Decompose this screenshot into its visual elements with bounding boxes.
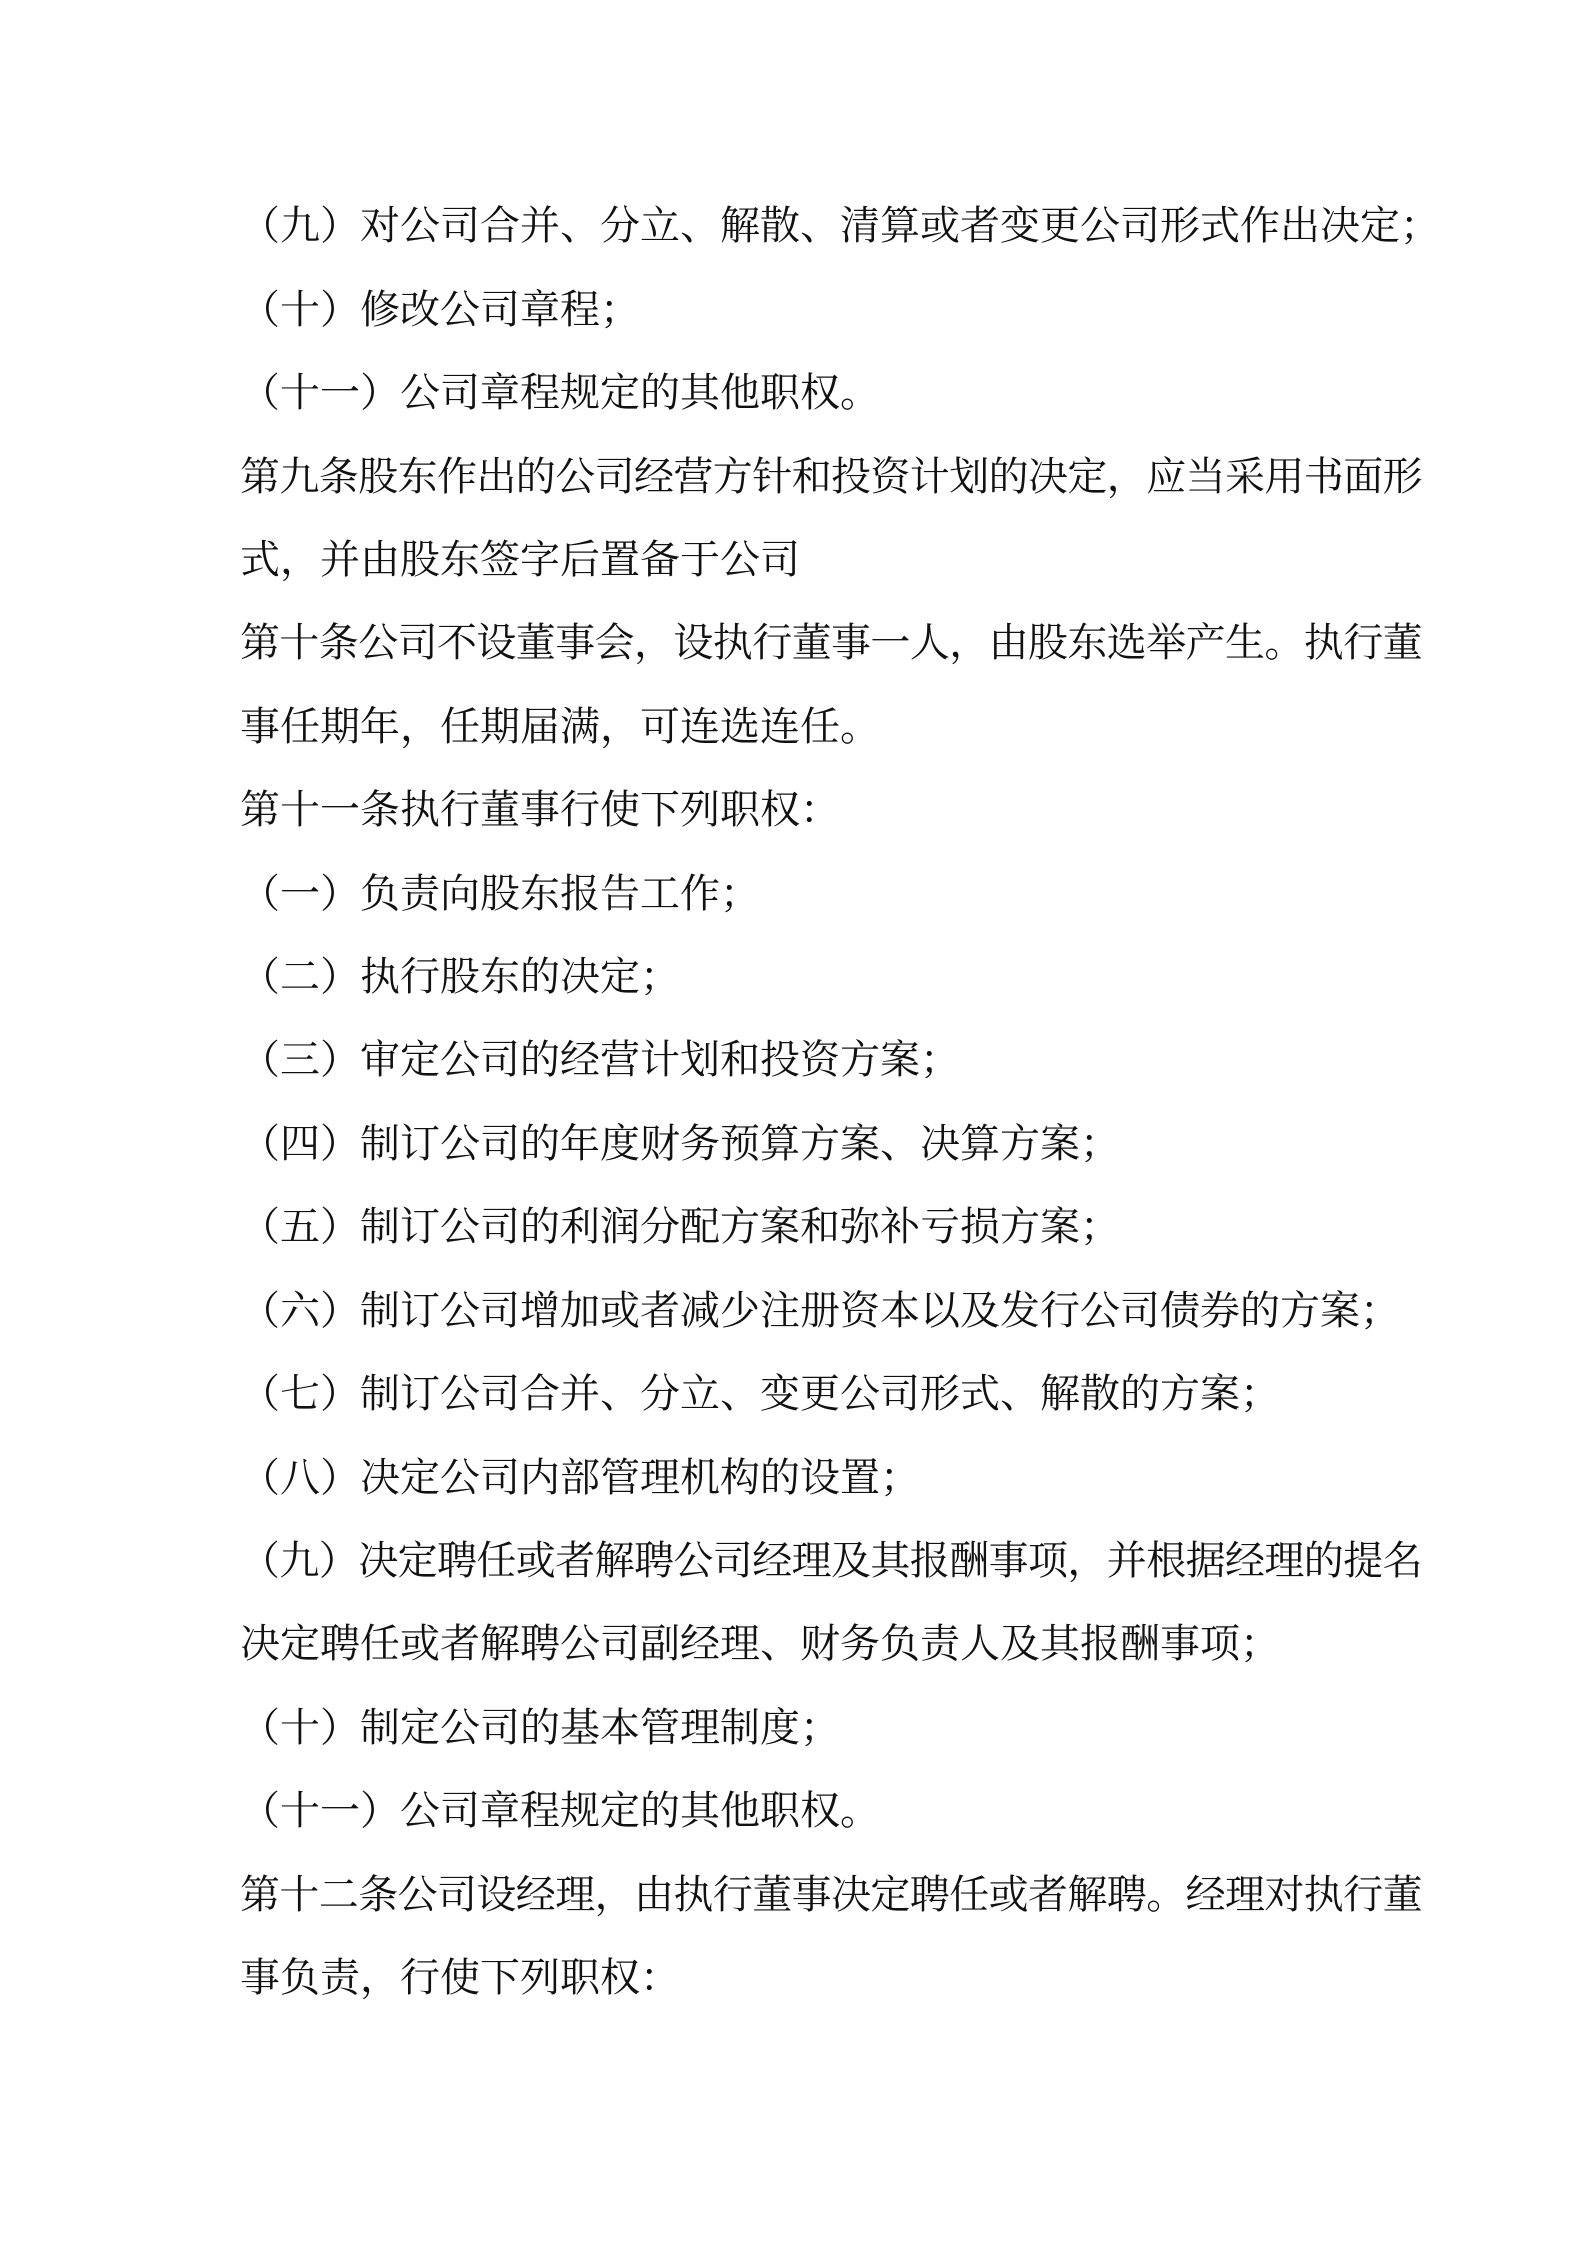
director-power-5: （五）制订公司的利润分配方案和弥补亏损方案； <box>240 1204 1120 1250</box>
director-power-8: （八）决定公司内部管理机构的设置； <box>240 1455 920 1501</box>
director-power-6: （六）制订公司增加或者减少注册资本以及发行公司债券的方案； <box>240 1288 1400 1334</box>
article-12-line-1: 第十二条公司设经理，由执行董事决定聘任或者解聘。经理对执行董 <box>240 1872 1422 1918</box>
article-10-line-1: 第十条公司不设董事会，设执行董事一人，由股东选举产生。执行董 <box>240 620 1422 666</box>
director-power-3: （三）审定公司的经营计划和投资方案； <box>240 1037 960 1083</box>
article-10-line-2: 事任期年，任期届满，可连选连任。 <box>240 704 880 750</box>
director-power-10: （十）制定公司的基本管理制度； <box>240 1705 840 1751</box>
item-9-merger-decision: （九）对公司合并、分立、解散、清算或者变更公司形式作出决定； <box>240 203 1440 249</box>
article-9-line-1: 第九条股东作出的公司经营方针和投资计划的决定，应当采用书面形 <box>240 454 1422 500</box>
director-power-9-line-1: （九）决定聘任或者解聘公司经理及其报酬事项，并根据经理的提名 <box>240 1538 1422 1584</box>
director-power-4: （四）制订公司的年度财务预算方案、决算方案； <box>240 1121 1120 1167</box>
item-11-other-powers: （十一）公司章程规定的其他职权。 <box>240 370 880 416</box>
director-power-1: （一）负责向股东报告工作； <box>240 871 760 917</box>
article-11-heading: 第十一条执行董事行使下列职权： <box>240 787 840 833</box>
director-power-11: （十一）公司章程规定的其他职权。 <box>240 1788 880 1834</box>
director-power-9-line-2: 决定聘任或者解聘公司副经理、财务负责人及其报酬事项； <box>240 1621 1280 1667</box>
article-9-line-2: 式，并由股东签字后置备于公司 <box>240 537 800 583</box>
article-12-line-2: 事负责，行使下列职权： <box>240 1955 680 2001</box>
director-power-7: （七）制订公司合并、分立、变更公司形式、解散的方案； <box>240 1371 1280 1417</box>
director-power-2: （二）执行股东的决定； <box>240 954 680 1000</box>
item-10-amend-articles: （十）修改公司章程； <box>240 287 640 333</box>
